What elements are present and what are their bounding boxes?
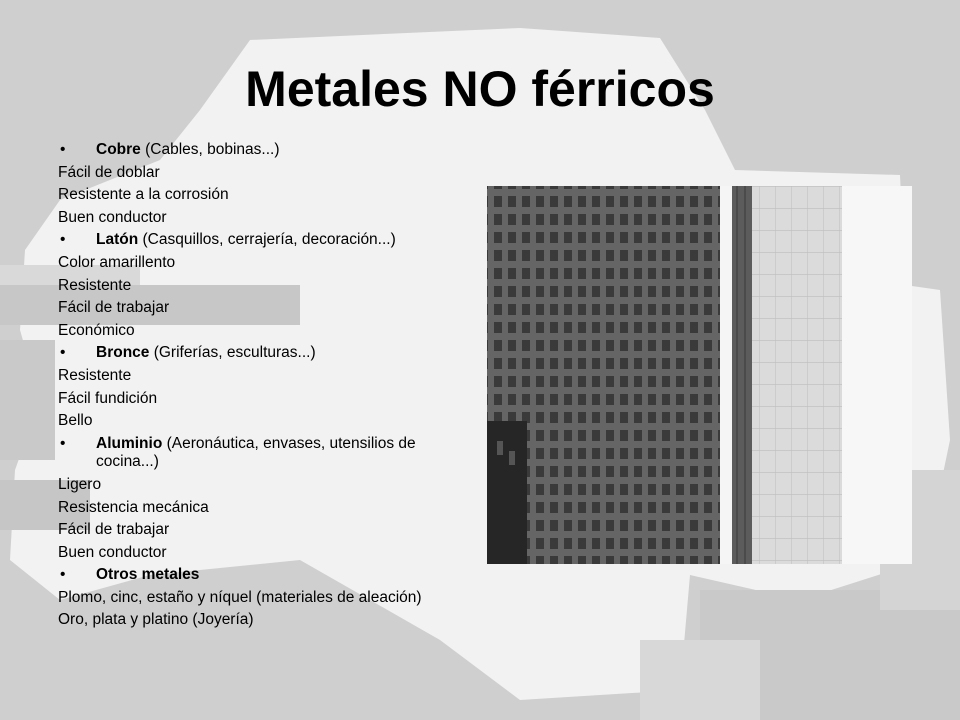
line-text: Económico	[58, 321, 135, 339]
detail-line	[58, 521, 478, 540]
line-text: Fácil de trabajar	[58, 521, 170, 539]
metal-name: Bronce	[96, 344, 150, 362]
bullet-item	[58, 231, 478, 250]
detail-line	[58, 611, 478, 630]
detail-line	[58, 277, 478, 296]
building-photo	[487, 186, 912, 564]
metal-name: Cobre	[96, 141, 141, 158]
line-text: Resistente	[58, 276, 132, 294]
bullet-item	[58, 435, 478, 472]
metal-name: Latón	[96, 231, 139, 249]
line-text: Fácil de doblar	[58, 163, 160, 181]
line-text: Resistencia mecánica	[58, 498, 209, 516]
detail-line	[58, 367, 478, 386]
metal-name: Aluminio	[96, 434, 163, 452]
line-text: Fácil fundición	[58, 389, 158, 407]
line-text: Plomo, cinc, estaño y níquel (materiales de aleación)	[58, 588, 422, 606]
detail-line	[58, 476, 478, 495]
line-text: (Cables, bobinas...)	[140, 141, 280, 158]
detail-line	[58, 164, 478, 183]
content-list	[58, 141, 478, 634]
line-text: (Aeronáutica, envases, utensilios de cocina...)	[96, 434, 416, 471]
line-text: Fácil de trabajar	[58, 299, 170, 317]
line-text: Ligero	[58, 475, 102, 493]
line-text: Buen conductor	[58, 208, 167, 226]
line-text: Bello	[58, 412, 93, 430]
line-text: Buen conductor	[58, 543, 167, 561]
detail-line	[58, 412, 478, 431]
detail-line	[58, 299, 478, 318]
line-text: Color amarillento	[58, 253, 176, 271]
metal-name: Otros metales	[96, 566, 200, 584]
detail-line	[58, 322, 478, 341]
detail-line	[58, 544, 478, 563]
detail-line	[58, 186, 478, 205]
detail-line	[58, 254, 478, 273]
detail-line	[58, 390, 478, 409]
bullet-item	[58, 344, 478, 363]
detail-line	[58, 209, 478, 228]
bullet-item	[58, 566, 478, 585]
line-text: (Griferías, esculturas...)	[149, 344, 316, 362]
line-text: (Casquillos, cerrajería, decoración...)	[138, 231, 396, 249]
detail-line	[58, 589, 478, 608]
line-text: Resistente a la corrosión	[58, 186, 229, 204]
detail-line	[58, 499, 478, 518]
bullet-item	[58, 141, 478, 160]
slide-title: Metales NO férricos	[245, 61, 715, 117]
line-text: Resistente	[58, 366, 132, 384]
line-text: Oro, plata y platino (Joyería)	[58, 611, 254, 629]
